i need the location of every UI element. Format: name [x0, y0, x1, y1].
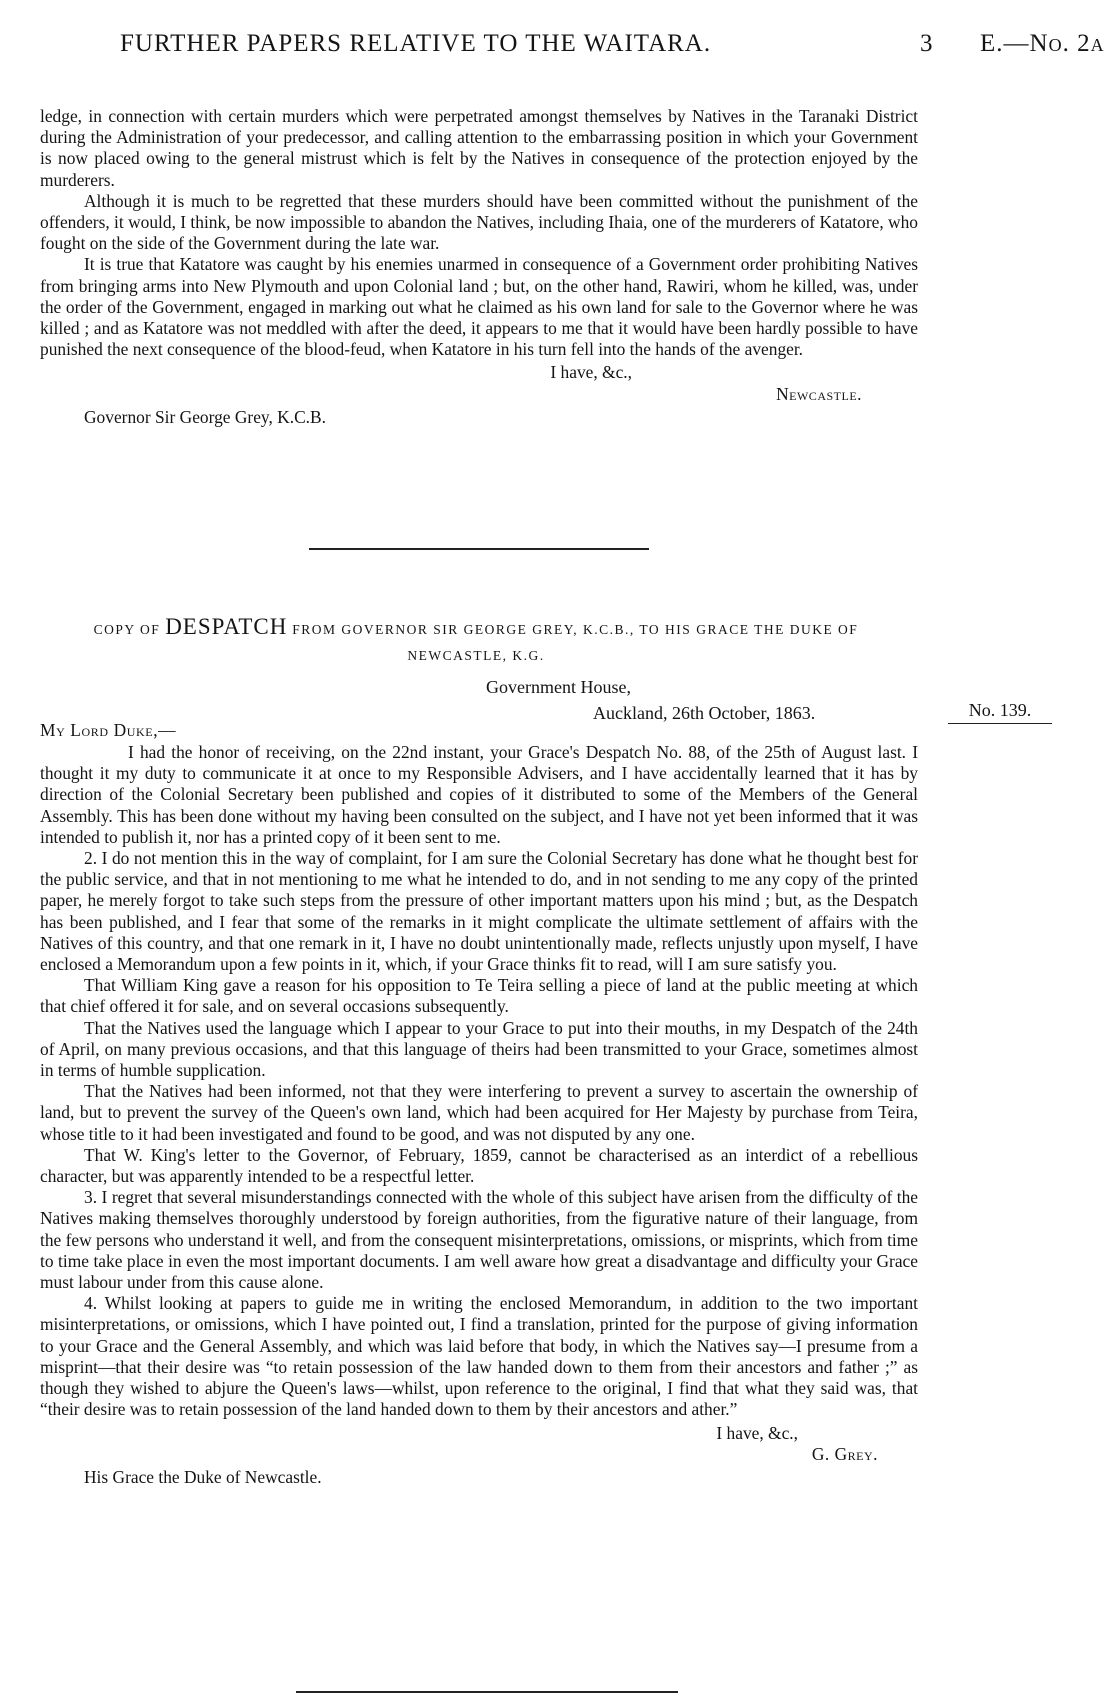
addressee: His Grace the Duke of Newcastle. — [84, 1466, 322, 1487]
margin-note: No. 139. — [948, 700, 1052, 724]
paragraph: 4. Whilst looking at papers to guide me in writing the enclosed Memorandum, in addition to the two important misinterpretations, or omissions, which I have pointed out, I find a translation, printed for the purpose of giving information to your Grace and the General Assembly, and which was laid before that body, in which the Natives say—I presume from a misprint—that their desire was “to retain possession of the law handed down to them from their ancestors and father ;” as though they wished to abjure the Queen's laws—whilst, upon reference to the original, I find that what they said was, that “their desire was to retain possession of the land handed down to them by their ancestors and ather.” — [40, 1293, 918, 1420]
paragraph: That the Natives had been informed, not that they were interfering to prevent a survey to ascertain the ownership of land, but to prevent the survey of the Queen's own land, which had been acquired for Her Majesty by purchase from Teira, whose title to it had been investigated and found to be good, and was not disputed by any one. — [40, 1081, 918, 1144]
despatch-heading — [36, 614, 916, 669]
heading-prefix: COPY OF — [93, 622, 161, 637]
paragraph: It is true that Katatore was caught by his enemies unarmed in consequence of a Government order prohibiting Natives from bringing arms into New Plymouth and upon Colonial land ; but, on the other hand, Rawiri, whom he killed, was, under the order of the Government, engaged in marking out what he claimed as his own land for sale to the Governor where he was killed ; and as Katatore was not meddled with after the deed, it appears to me that it would have been hardly possible to have punished the next consequence of the blood-feud, when Katatore in his turn fell into the hands of the avenger. — [40, 254, 918, 360]
heading-rest: FROM GOVERNOR SIR GEORGE GREY, K.C.B., TO HIS GRACE THE DUKE OF — [292, 622, 859, 637]
running-head — [120, 30, 1105, 66]
closing: I have, &c., — [716, 1422, 798, 1443]
closing: I have, &c., — [550, 362, 632, 383]
page-number: 3 — [920, 30, 934, 57]
paragraph: ledge, in connection with certain murders which were perpetrated amongst themselves by Natives in the Taranaki District during the Administration of your predecessor, and calling attention to the embarrassing position in which your Government is now placed owing to the general mistrust which is felt by the Natives in consequence of the protection enjoyed by the murderers. — [40, 106, 918, 190]
signature: Newcastle. — [776, 383, 862, 404]
paragraph: That the Natives used the language which I appear to your Grace to put into their mouths, in my Despatch of the 24th of April, on many previous occasions, and that this language of theirs had been transmitted to your Grace, sometimes almost in terms of humble supplication. — [40, 1017, 918, 1081]
salutation: My Lord Duke,— — [40, 720, 177, 740]
paragraph: 3. I regret that several misunderstandings connected with the whole of this subject have arisen from the difficulty of the Natives making themselves thoroughly understood by foreign authorities, from the figurative nature of their language, from the few persons who understand it well, and from the consequent misinterpretations, omissions, or misprints, which from time to time take place in even the most important documents. I am well aware how great a disadvantage and difficulty your Grace must labour under from this cause alone. — [40, 1187, 918, 1293]
document-number: E.—No. 2a — [980, 30, 1105, 57]
addressee: Governor Sir George Grey, K.C.B. — [84, 406, 326, 427]
paragraph: Although it is much to be regretted that these murders should have been committed without the punishment of the offenders, it would, I think, be now impossible to abandon the Natives, including Ihaia, one of the murderers of Katatore, who fought on the side of the Government during the late war. — [40, 190, 918, 254]
address-line-1: Government House, — [486, 677, 631, 697]
section-divider — [309, 548, 649, 550]
signature: G. Grey. — [811, 1443, 878, 1464]
paragraph: That W. King's letter to the Governor, of February, 1859, cannot be characterised as an interdict of a rebellious character, but was apparently intended to be a respectful letter. — [40, 1144, 918, 1187]
bottom-divider — [296, 1691, 678, 1693]
heading-line2: NEWCASTLE, K.G. — [407, 648, 545, 663]
letter-grey — [40, 742, 918, 1488]
address-line-2: Auckland, 26th October, 1863. — [593, 703, 816, 723]
paragraph: 2. I do not mention this in the way of complaint, for I am sure the Colonial Secretary has done what he thought best for the public service, and that in not mentioning to me what he intended to do, and in not sending to me any copy of the printed paper, he merely forgot to take such steps from the pressure of other important matters upon his mind ; but, as the Despatch has been published, and I fear that some of the remarks in it might complicate the ultimate settlement of affairs with the Natives of this country, and that one remark in it, I have no doubt unintentionally made, reflects unjustly upon myself, I have enclosed a Memorandum upon a few points in it, which, if your Grace thinks fit to read, will I am sure satisfy you. — [40, 848, 918, 975]
running-title: FURTHER PAPERS RELATIVE TO THE WAITARA. — [120, 30, 712, 57]
heading-main: DESPATCH — [165, 614, 288, 639]
letter-newcastle — [40, 106, 918, 428]
paragraph: I had the honor of receiving, on the 22nd instant, your Grace's Despatch No. 88, of the 25th of August last. I thought it my duty to communicate it at once to my Responsible Advisers, and I have accidentally learned that it has by direction of the Colonial Secretary been published and copies of it distributed to some of the Members of the General Assembly. This has been done without my having been consulted on the subject, and I have not yet been informed that it was intended to publish it, nor has a printed copy of it been sent to me. — [40, 742, 918, 847]
paragraph: That William King gave a reason for his opposition to Te Teira selling a piece of land at the public meeting at which that chief offered it for sale, and on several occasions subsequently. — [40, 975, 918, 1017]
